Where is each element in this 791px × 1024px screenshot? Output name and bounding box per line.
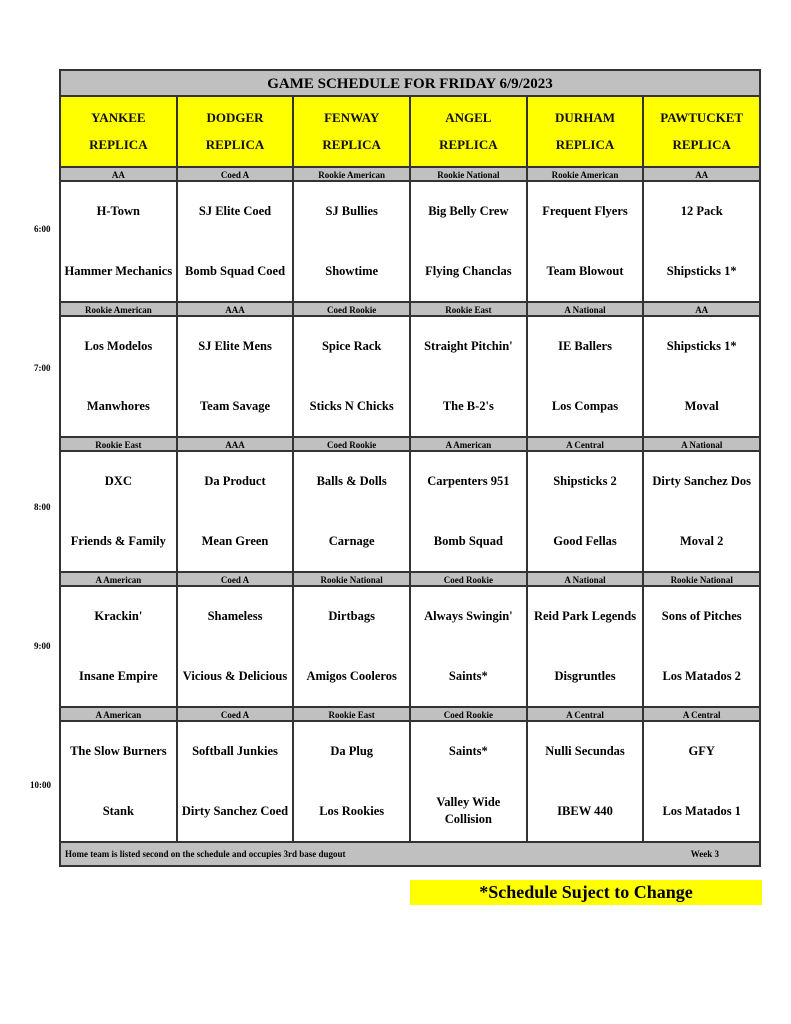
home-team: Flying Chanclas	[425, 263, 512, 278]
field-subtitle: REPLICA	[555, 136, 615, 152]
division-label: Rookie National	[294, 573, 411, 585]
division-label: Coed Rookie	[411, 573, 528, 585]
away-team: Shameless	[207, 609, 263, 624]
division-label: AA	[61, 168, 178, 180]
home-team: Los Rookies	[319, 803, 385, 818]
division-label: Rookie East	[61, 438, 178, 450]
game-cell	[644, 452, 759, 571]
home-team: Team Savage	[199, 398, 271, 413]
game-cell	[178, 182, 295, 301]
schedule-change-notice: *Schedule Suject to Change	[410, 880, 762, 905]
game-cell	[644, 182, 759, 301]
away-team: Reid Park Legends	[533, 609, 637, 624]
game-cell	[528, 722, 645, 841]
home-team: Saints*	[448, 668, 488, 683]
away-team: Carpenters 951	[427, 474, 510, 489]
game-cell	[528, 587, 645, 706]
home-team: Hammer Mechanics	[64, 263, 173, 278]
field-subtitle: REPLICA	[439, 136, 498, 152]
away-team: Balls & Dolls	[316, 474, 387, 489]
away-team: H-Town	[96, 204, 140, 219]
game-cell	[411, 452, 528, 571]
division-label: Coed A	[178, 708, 295, 720]
time-label: 8:00	[34, 502, 51, 512]
game-cell	[411, 317, 528, 436]
time-slots	[61, 168, 759, 843]
division-label: AAA	[178, 303, 295, 315]
away-team: SJ Bullies	[325, 204, 378, 219]
division-label: A National	[528, 573, 645, 585]
home-team: Moval 2	[679, 533, 724, 548]
division-label: A Central	[528, 708, 645, 720]
game-cell	[411, 587, 528, 706]
game-cell	[644, 317, 759, 436]
game-cell	[178, 722, 295, 841]
away-team: Sons of Pitches	[661, 609, 742, 624]
field-subtitle: REPLICA	[672, 136, 731, 152]
division-label: A American	[61, 573, 178, 585]
home-team: Showtime	[325, 263, 379, 278]
schedule-table	[59, 69, 761, 867]
away-team: IE Ballers	[558, 339, 612, 354]
field-header	[61, 97, 178, 166]
home-team: Team Blowout	[546, 263, 624, 278]
game-cell	[411, 182, 528, 301]
division-label: Coed A	[178, 573, 295, 585]
away-team: Frequent Flyers	[542, 204, 628, 219]
division-label: AA	[644, 303, 759, 315]
home-team: Insane Empire	[79, 668, 158, 683]
game-row	[61, 722, 759, 843]
away-team: GFY	[688, 744, 715, 759]
away-team: Saints*	[448, 744, 488, 759]
game-row	[61, 182, 759, 303]
away-team: Shipsticks 1*	[666, 339, 737, 354]
away-team: Always Swingin'	[424, 609, 513, 624]
away-team: Softball Junkies	[192, 744, 278, 759]
field-name: YANKEE	[91, 110, 146, 126]
field-header	[644, 97, 759, 166]
time-label: 10:00	[30, 780, 51, 790]
division-label: A National	[528, 303, 645, 315]
away-team: 12 Pack	[680, 204, 723, 219]
division-label: AAA	[178, 438, 295, 450]
away-team: SJ Elite Mens	[198, 339, 272, 354]
away-team: Big Belly Crew	[428, 204, 509, 219]
schedule-footer	[61, 843, 759, 865]
division-label: Coed A	[178, 168, 295, 180]
away-team: Da Plug	[330, 744, 374, 759]
away-team: Dirty Sanchez Dos	[652, 474, 751, 489]
game-cell	[61, 182, 178, 301]
away-team: Straight Pitchin'	[424, 339, 513, 354]
field-subtitle: REPLICA	[89, 136, 148, 152]
home-team: Shipsticks 1*	[666, 263, 737, 278]
game-cell	[411, 722, 528, 841]
field-header	[294, 97, 411, 166]
field-header	[528, 97, 645, 166]
home-team: Vicious & Delicious	[182, 668, 288, 683]
game-cell	[644, 722, 759, 841]
division-label: Rookie American	[528, 168, 645, 180]
home-team: Bomb Squad Coed	[184, 263, 286, 278]
field-header	[411, 97, 528, 166]
home-team: Manwhores	[86, 398, 150, 413]
field-subtitle: REPLICA	[205, 136, 265, 152]
away-team: Krackin'	[94, 609, 143, 624]
away-team: Nulli Secundas	[545, 744, 625, 759]
division-label: Rookie American	[61, 303, 178, 315]
home-team: Bomb Squad	[433, 533, 503, 548]
division-label: AA	[644, 168, 759, 180]
away-team: Dirtbags	[328, 609, 375, 624]
game-cell	[61, 587, 178, 706]
division-label: Coed Rookie	[294, 303, 411, 315]
game-row	[61, 452, 759, 573]
game-cell	[294, 452, 411, 571]
field-name: DURHAM	[555, 110, 615, 126]
game-cell	[528, 452, 645, 571]
game-cell	[294, 317, 411, 436]
home-team: Sticks N Chicks	[309, 398, 394, 413]
division-row	[61, 303, 759, 317]
away-team: Los Modelos	[84, 339, 153, 354]
game-cell	[61, 452, 178, 571]
division-row	[61, 708, 759, 722]
field-name: FENWAY	[324, 110, 380, 126]
home-team: Carnage	[328, 533, 375, 548]
division-label: Rookie American	[294, 168, 411, 180]
home-team: IBEW 440	[557, 803, 613, 818]
field-header	[178, 97, 295, 166]
division-label: A Central	[644, 708, 759, 720]
footer-note: Home team is listed second on the schedule and occupies 3rd base dugout	[65, 849, 346, 859]
field-name: DODGER	[206, 110, 264, 126]
time-label: 7:00	[34, 363, 51, 373]
home-team: Stank	[102, 803, 134, 818]
game-row	[61, 317, 759, 438]
division-label: Coed Rookie	[411, 708, 528, 720]
game-cell	[644, 587, 759, 706]
home-team: The B-2's	[442, 398, 494, 413]
time-label: 6:00	[34, 224, 51, 234]
division-label: A Central	[528, 438, 645, 450]
away-team: Da Product	[204, 474, 266, 489]
away-team: Shipsticks 2	[553, 474, 617, 489]
game-cell	[294, 182, 411, 301]
game-cell	[528, 317, 645, 436]
game-row	[61, 587, 759, 708]
division-label: A National	[644, 438, 759, 450]
field-name: ANGEL	[445, 110, 492, 126]
home-team: Dirty Sanchez Coed	[181, 803, 289, 818]
home-team: Friends & Family	[70, 533, 166, 548]
home-team: Los Matados 2	[662, 668, 741, 683]
home-team: Good Fellas	[553, 533, 617, 548]
game-cell	[294, 587, 411, 706]
away-team: SJ Elite Coed	[198, 204, 272, 219]
home-team: Moval	[684, 398, 719, 413]
home-team: Mean Green	[201, 533, 269, 548]
home-team: Los Compas	[551, 398, 619, 413]
week-label: Week 3	[690, 849, 719, 859]
division-label: A American	[61, 708, 178, 720]
division-label: Rookie East	[411, 303, 528, 315]
time-label: 9:00	[34, 641, 51, 651]
home-team: Amigos Cooleros	[306, 668, 397, 683]
game-cell	[178, 317, 295, 436]
home-team: Disgruntles	[554, 668, 616, 683]
schedule-title: GAME SCHEDULE FOR FRIDAY 6/9/2023	[61, 71, 759, 97]
home-team: Los Matados 1	[662, 803, 741, 818]
game-cell	[61, 722, 178, 841]
division-row	[61, 438, 759, 452]
division-label: Coed Rookie	[294, 438, 411, 450]
game-cell	[61, 317, 178, 436]
away-team: Spice Rack	[321, 339, 382, 354]
away-team: DXC	[104, 474, 132, 489]
division-row	[61, 573, 759, 587]
game-cell	[178, 587, 295, 706]
division-label: Rookie East	[294, 708, 411, 720]
home-team: Valley Wide Collision	[436, 795, 501, 827]
away-team: The Slow Burners	[70, 744, 167, 759]
game-cell	[178, 452, 295, 571]
game-cell	[528, 182, 645, 301]
division-label: A American	[411, 438, 528, 450]
game-cell	[294, 722, 411, 841]
field-subtitle: REPLICA	[322, 136, 381, 152]
division-row	[61, 168, 759, 182]
division-label: Rookie National	[411, 168, 528, 180]
division-label: Rookie National	[644, 573, 759, 585]
field-header-row	[61, 97, 759, 168]
field-name: PAWTUCKET	[660, 110, 744, 126]
